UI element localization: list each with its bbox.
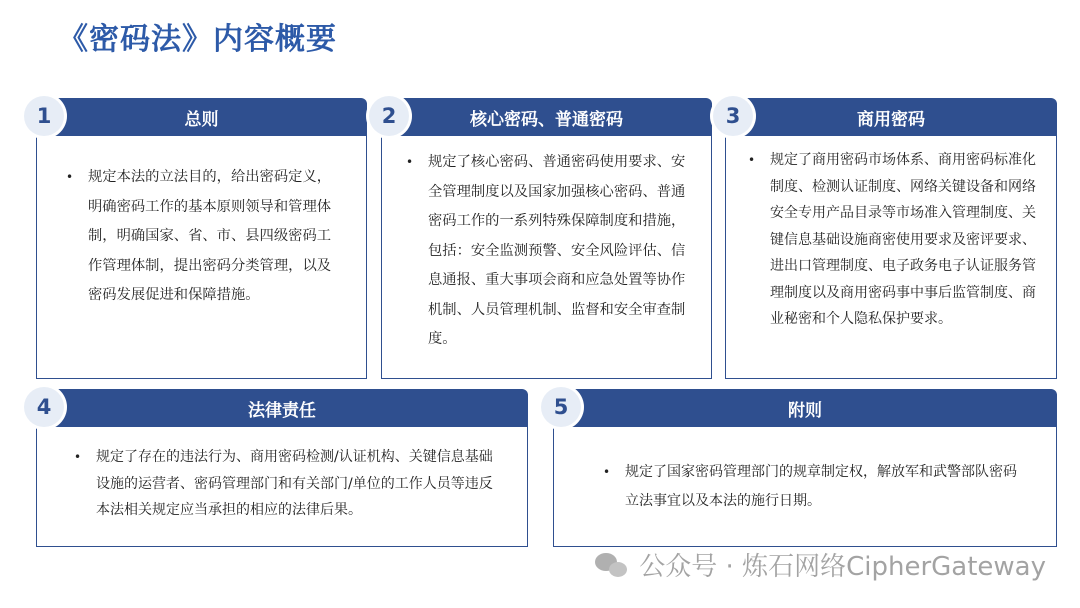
section-number-badge: 5: [541, 387, 581, 427]
bullet-icon: •: [748, 153, 756, 167]
bullet-icon: •: [66, 170, 74, 184]
section-body-core-common: [406, 148, 696, 355]
section-text: 规定了国家密码管理部门的规章制定权，解放军和武警部队密码立法事宜以及本法的施行日期。: [625, 464, 1017, 509]
section-body-commercial: [748, 147, 1040, 333]
section-text: 规定了核心密码、普通密码使用要求、安全管理制度以及国家加强核心密码、普通密码工作的一系列特殊保障制度和措施，包括：安全监测预警、安全风险评估、信息通报、重大事项会商和应急处置等协作机制、人员管理机制、监督和安全审查制度。: [428, 154, 686, 347]
section-header-commercial: 商用密码: [725, 98, 1057, 136]
section-header-supplementary: 附则: [553, 389, 1057, 427]
wechat-icon: [595, 551, 629, 579]
section-number-badge: 4: [24, 387, 64, 427]
section-number-badge: 2: [369, 96, 409, 136]
section-text: 规定本法的立法目的，给出密码定义，明确密码工作的基本原则领导和管理体制，明确国家、省、市、县四级密码工作管理体制，提出密码分类管理，以及密码发展促进和保障措施。: [88, 169, 332, 303]
page-title: 《密码法》内容概要: [58, 22, 337, 57]
watermark: [595, 546, 1046, 583]
bullet-icon: •: [406, 155, 414, 169]
section-body-supplementary: [603, 458, 1023, 516]
section-text: 规定了商用密码市场体系、商用密码标准化制度、检测认证制度、网络关键设备和网络安全专用产品目录等市场准入管理制度、关键信息基础设施商密使用要求及密评要求、进出口管理制度、电子政务电子认证服务管理制度以及商用密码事中事后监管制度、商业秘密和个人隐私保护要求。: [770, 152, 1036, 327]
watermark-text: 公众号 · 炼石网络CipherGateway: [639, 552, 1046, 582]
section-header-general: 总则: [36, 98, 367, 136]
section-number-badge: 3: [713, 96, 753, 136]
bullet-icon: •: [603, 465, 611, 479]
section-number-badge: 1: [24, 96, 64, 136]
section-body-general: [66, 163, 338, 311]
section-header-liability: 法律责任: [36, 389, 528, 427]
section-text: 规定了存在的违法行为、商用密码检测/认证机构、关键信息基础设施的运营者、密码管理部门和有关部门/单位的工作人员等违反本法相关规定应当承担的相应的法律后果。: [96, 449, 493, 518]
section-body-liability: [74, 444, 502, 524]
section-header-core-common: 核心密码、普通密码: [381, 98, 712, 136]
bullet-icon: •: [74, 450, 82, 464]
